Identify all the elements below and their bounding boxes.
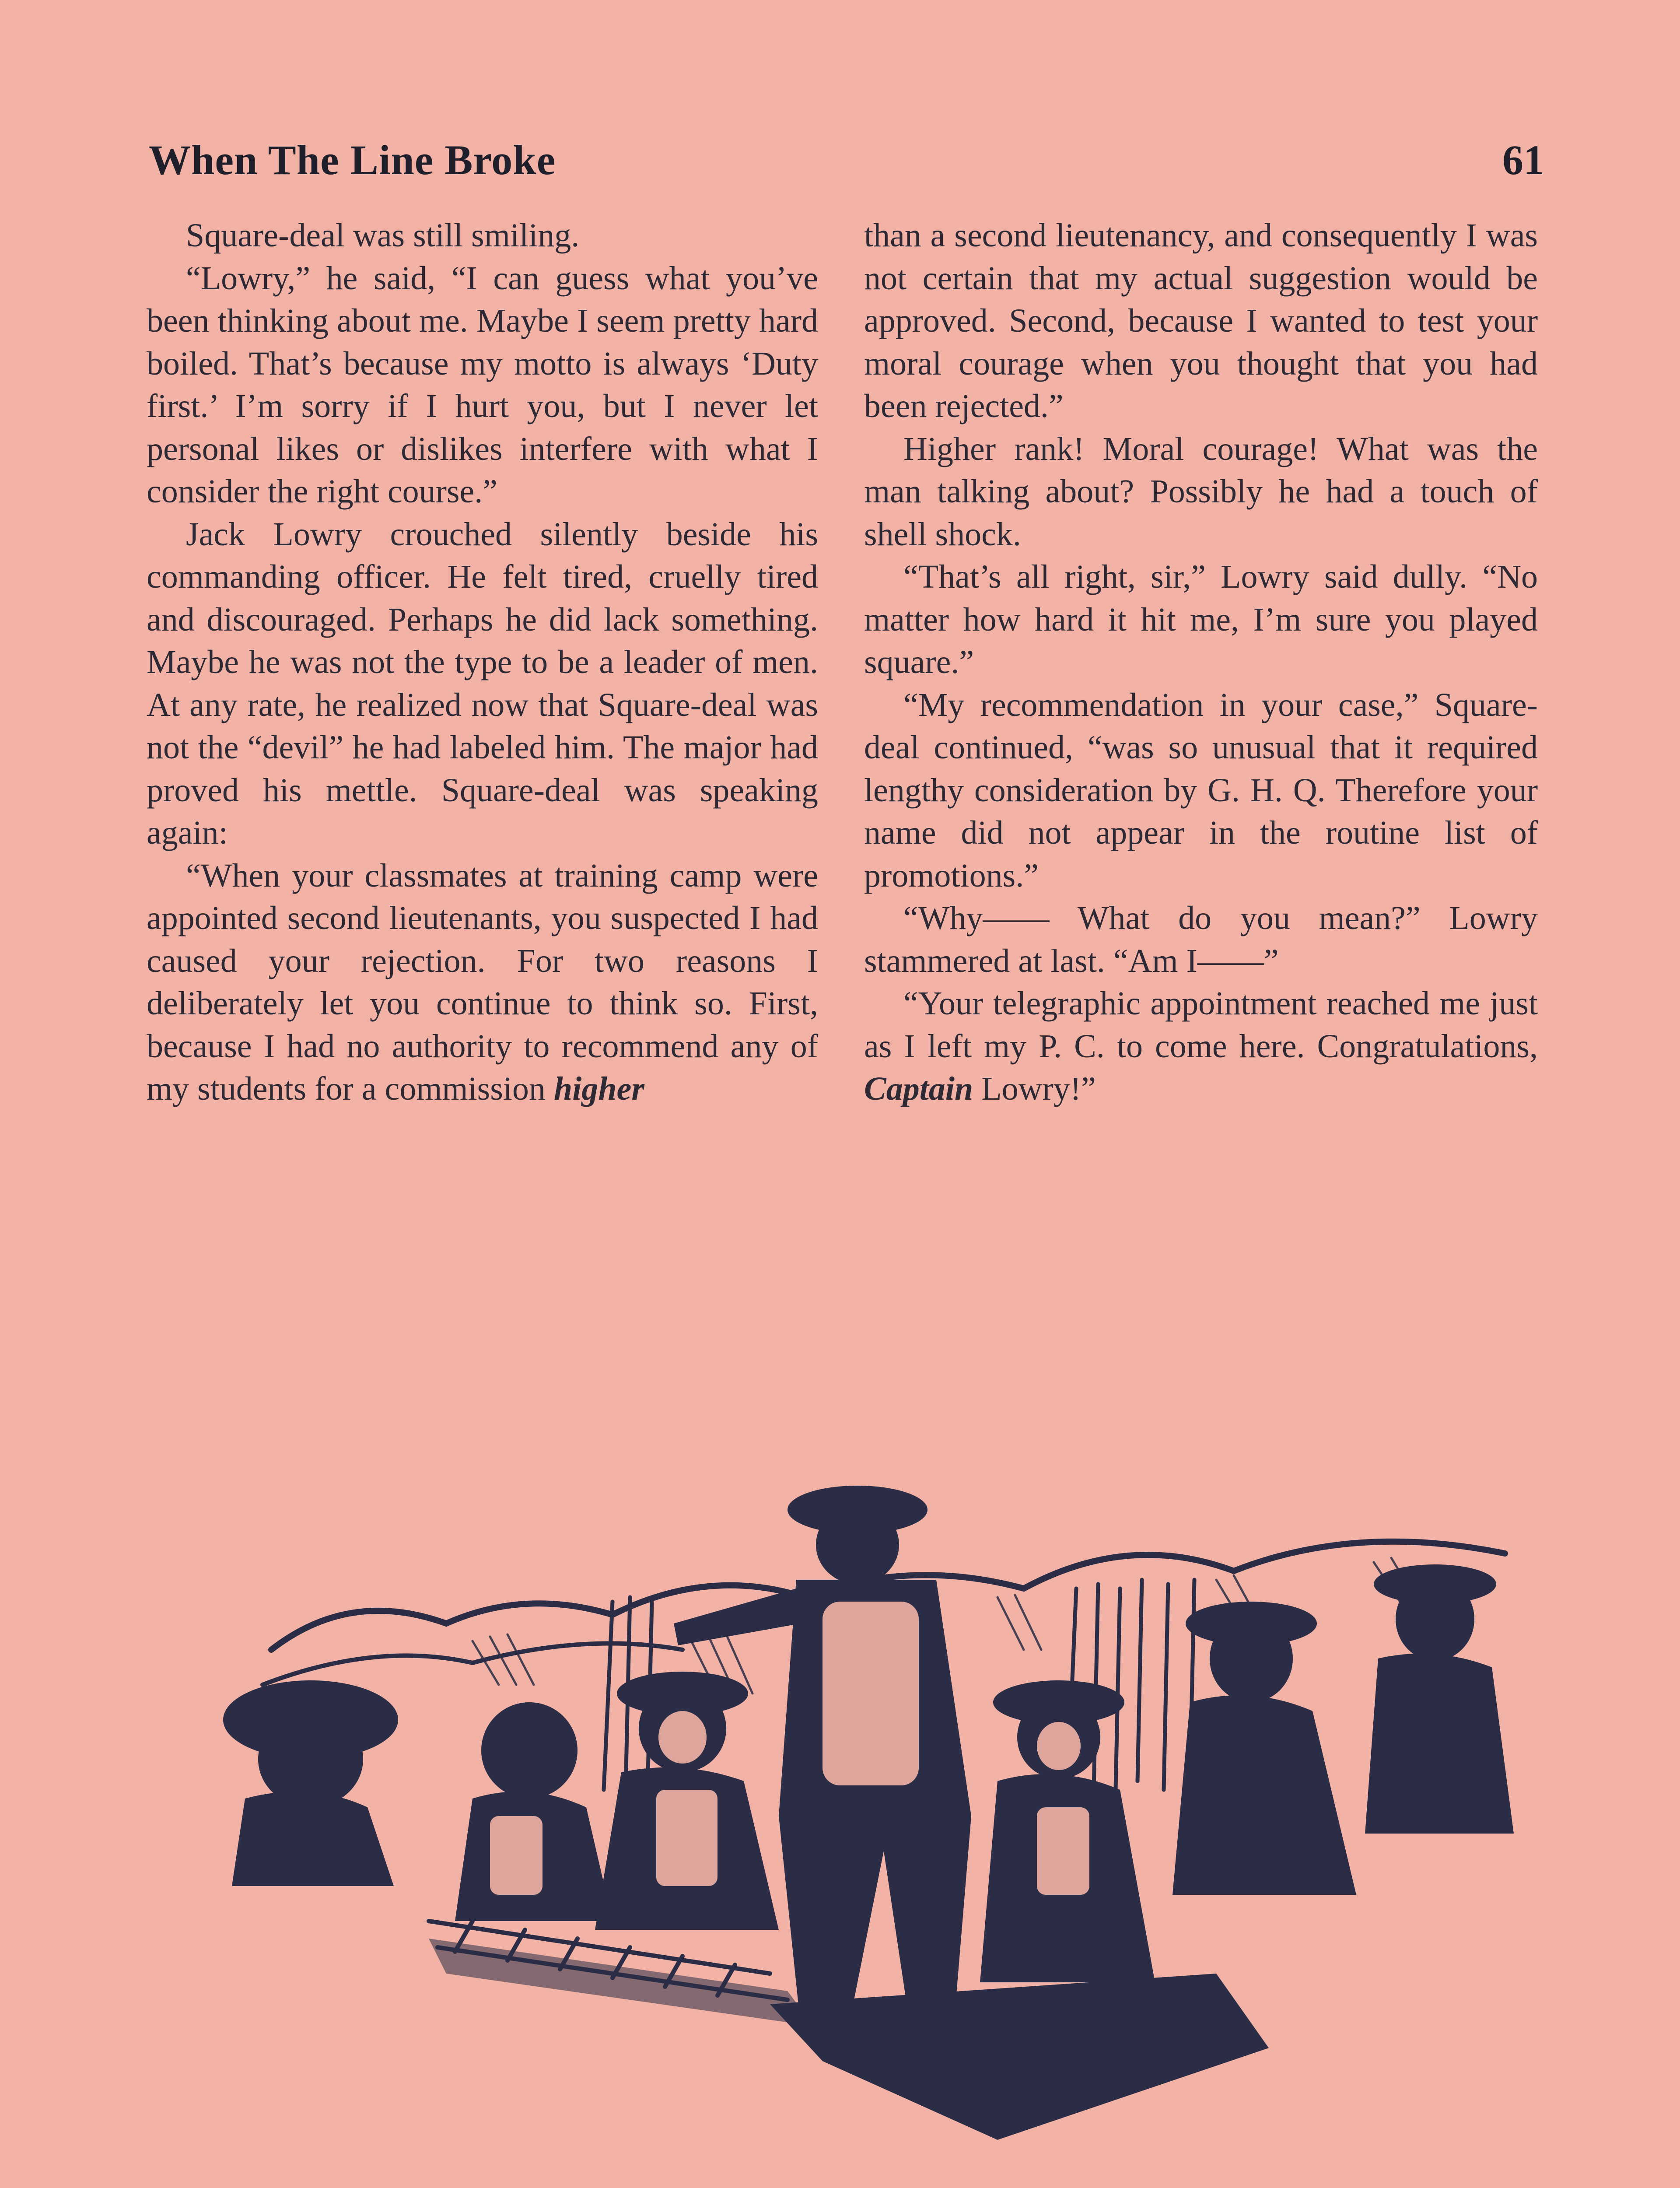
paragraph-text-end: Lowry!” — [973, 1070, 1096, 1107]
emphasis-captain: Captain — [864, 1070, 973, 1107]
paragraph: “Lowry,” he said, “I can guess what you’ve been thinking about me. Maybe I seem pretty hard boiled. That’s because my motto is always ‘Duty first.’ I’m sorry if I hurt you, but I never let personal likes or dislikes interfere with what I consider the right course.” — [147, 259, 818, 510]
paragraph — [864, 982, 1538, 1111]
paragraph: “My recommendation in your case,” Square-deal continued, “was so unusual that it required lengthy consideration by G. H. Q. Therefore your name did not appear in the routine list of promotions.” — [864, 686, 1538, 894]
paragraph-text: “When your classmates at training camp were appointed second lieutenants, you suspected I had caused your rejection. For two reasons I deliberately let you continue to think so. First, because I had no authority to recommend any of my students for a commission — [147, 857, 818, 1107]
emphasis-higher: higher — [553, 1070, 644, 1107]
paragraph-text: “Your telegraphic appointment reached me just as I left my P. C. to come here. Congratulations, — [864, 985, 1538, 1065]
right-text-column — [864, 214, 1538, 1111]
paragraph: Jack Lowry crouched silently beside his commanding officer. He felt tired, cruelly tired and discouraged. Perhaps he did lack something. Maybe he was not the type to be a leader of men. At any rate, he realized now that Square-deal was not the “devil” he had labeled him. The major had proved his mettle. Square-deal was speaking again: — [147, 515, 818, 851]
left-text-column — [147, 214, 818, 1111]
paragraph: Higher rank! Moral courage! What was the man talking about? Possibly he had a touch of shell shock. — [864, 430, 1538, 553]
page-header — [149, 127, 1544, 193]
paragraph-continuation: than a second lieutenancy, and consequently I was not certain that my actual suggestion would be approved. Second, because I wanted to test your moral courage when you thought that you had been rejected.” — [864, 217, 1538, 424]
running-title: When The Line Broke — [149, 136, 556, 183]
paragraph: “Why—— What do you mean?” Lowry stammered at last. “Am I——” — [864, 900, 1538, 979]
trench-illustration — [166, 1457, 1531, 2166]
paragraph: Square-deal was still smiling. — [186, 217, 580, 254]
trench-soldiers-drawing — [166, 1457, 1531, 2166]
paragraph: “That’s all right, sir,” Lowry said dully. “No matter how hard it hit me, I’m sure you played square.” — [864, 558, 1538, 680]
page-number: 61 — [1502, 136, 1544, 183]
paragraph — [147, 855, 818, 1111]
